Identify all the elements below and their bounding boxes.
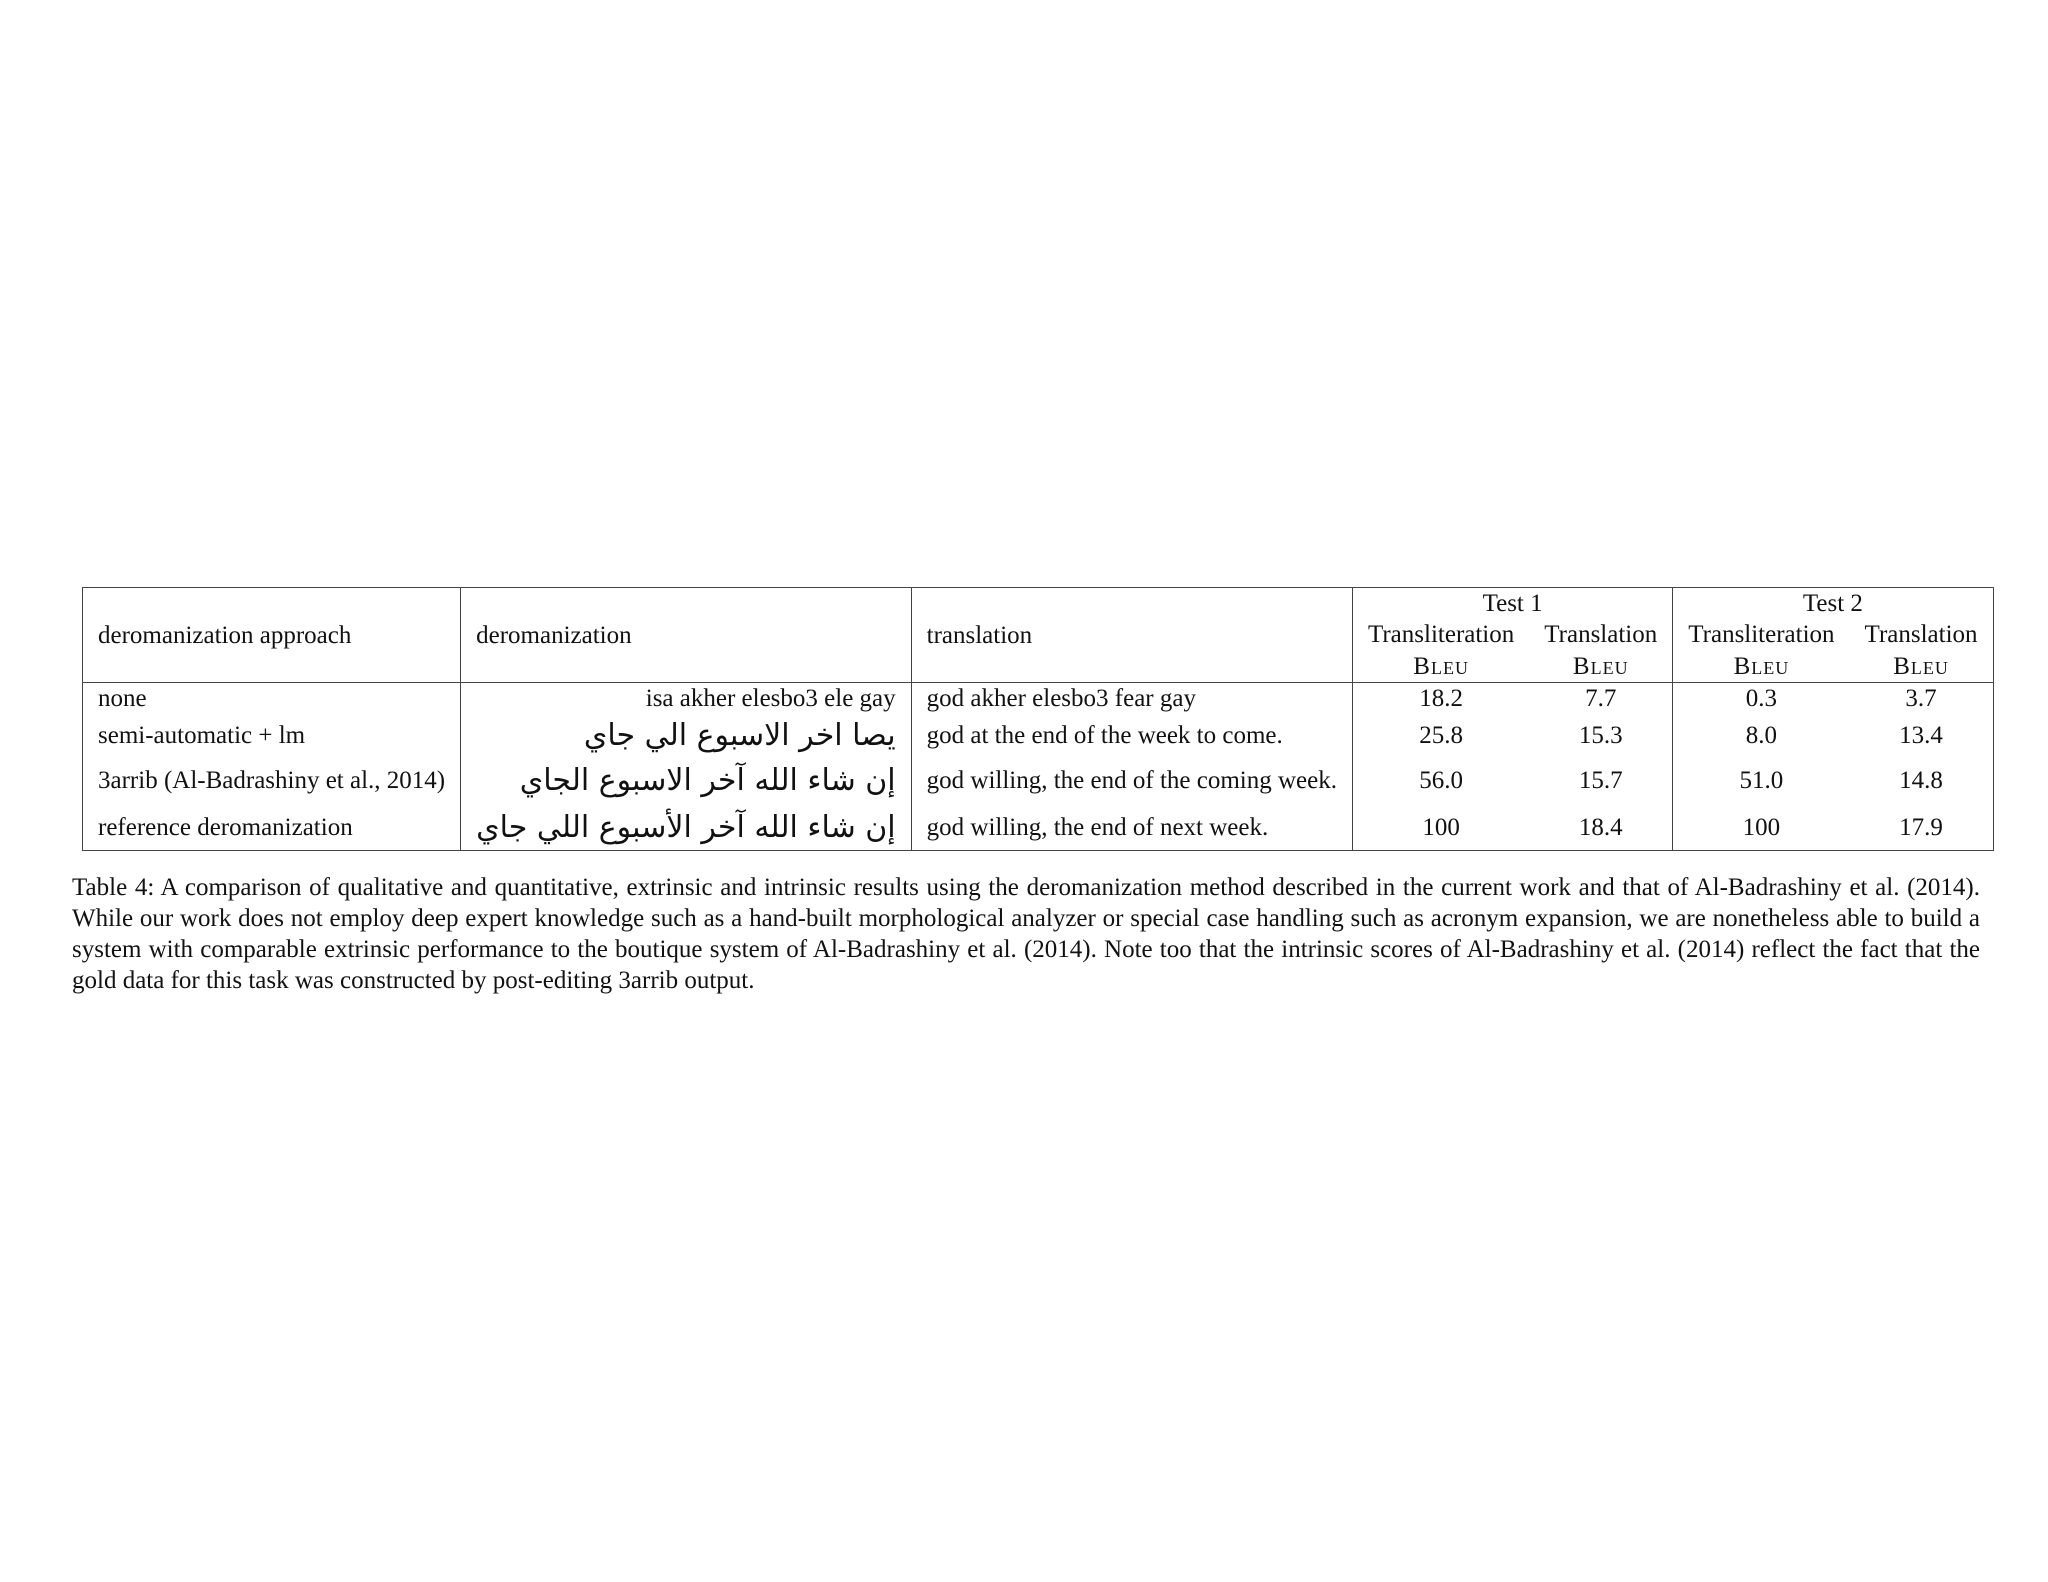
header-row-groups: [83, 588, 1994, 620]
results-table: [82, 587, 1994, 851]
cell-t1-translation: 15.7: [1529, 756, 1672, 804]
cell-approach: 3arrib (Al-Badrashiny et al., 2014): [83, 756, 461, 804]
cell-t2-transliteration: 0.3: [1745, 685, 1778, 712]
cell-t1-translation: 18.4: [1529, 804, 1672, 851]
cell-t1-translation: 7.7: [1529, 683, 1672, 715]
table-row: [83, 756, 1994, 804]
cell-t1-transliteration: 100: [1422, 813, 1460, 841]
cell-t2-transliteration: 100: [1742, 813, 1781, 841]
table-caption: Table 4: A comparison of qualitative and quantitative, extrinsic and intrinsic results using the deromanization method described in the current work and that of Al-Badrashiny et al. (2014). While our work does not employ deep expert knowledge such as a hand-built morphological analyzer or special case handling such as acronym expansion, we are nonetheless able to build a system with comparable extrinsic performance to the boutique system of Al-Badrashiny et al. (2014). Note too that the intrinsic scores of Al-Badrashiny et al. (2014) reflect the fact that the gold data for this task was constructed by post-editing 3arrib output.: [72, 874, 1980, 994]
header-test2: Test 2: [1802, 590, 1863, 618]
cell-t1-transliteration: 18.2: [1419, 685, 1463, 712]
cell-deromanization: إن شاء الله آخر الأسبوع اللي جاي: [461, 804, 912, 851]
header-t2-translit-bleu: Bleu: [1673, 651, 1850, 683]
cell-translation: god willing, the end of the coming week.: [911, 756, 1352, 804]
cell-t2-translation: 3.7: [1905, 685, 1937, 712]
header-t2-transliteration: Transliteration: [1688, 621, 1835, 649]
header-t1-translation: Translation: [1529, 619, 1672, 650]
cell-t1-transliteration: 56.0: [1419, 766, 1463, 794]
header-t2-trans-bleu: Bleu: [1850, 651, 1993, 683]
cell-translation: god at the end of the week to come.: [911, 714, 1352, 756]
table-row: [83, 683, 1994, 715]
table-header: [83, 588, 1994, 683]
cell-translation: god willing, the end of next week.: [911, 804, 1352, 851]
cell-t2-translation: 17.9: [1899, 813, 1943, 841]
cell-approach: none: [83, 683, 461, 715]
header-translation: translation: [911, 588, 1352, 683]
header-t2-translation: Translation: [1864, 621, 1978, 649]
table-row: [83, 804, 1994, 851]
cell-t1-translation: 15.3: [1529, 714, 1672, 756]
cell-approach: reference deromanization: [83, 804, 461, 851]
header-approach: deromanization approach: [83, 588, 461, 683]
header-t1-trans-bleu: Bleu: [1529, 651, 1672, 683]
cell-approach: semi-automatic + lm: [83, 714, 461, 756]
cell-t2-translation: 14.8: [1899, 766, 1943, 794]
cell-t1-transliteration: 25.8: [1419, 721, 1463, 749]
cell-deromanization: يصا اخر الاسبوع الي جاي: [461, 714, 912, 756]
cell-t2-transliteration: 51.0: [1739, 766, 1784, 794]
cell-deromanization: إن شاء الله آخر الاسبوع الجاي: [461, 756, 912, 804]
table-row: [83, 714, 1994, 756]
cell-translation: god akher elesbo3 fear gay: [911, 683, 1352, 715]
cell-deromanization: isa akher elesbo3 ele gay: [461, 683, 912, 715]
table-body: [83, 683, 1994, 851]
cell-t2-translation: 13.4: [1899, 721, 1943, 749]
header-t1-transliteration: Transliteration: [1367, 621, 1515, 649]
header-deromanization: deromanization: [461, 588, 912, 683]
header-t1-translit-bleu: Bleu: [1352, 651, 1529, 683]
header-test1: Test 1: [1352, 588, 1672, 620]
cell-t2-transliteration: 8.0: [1745, 721, 1778, 749]
